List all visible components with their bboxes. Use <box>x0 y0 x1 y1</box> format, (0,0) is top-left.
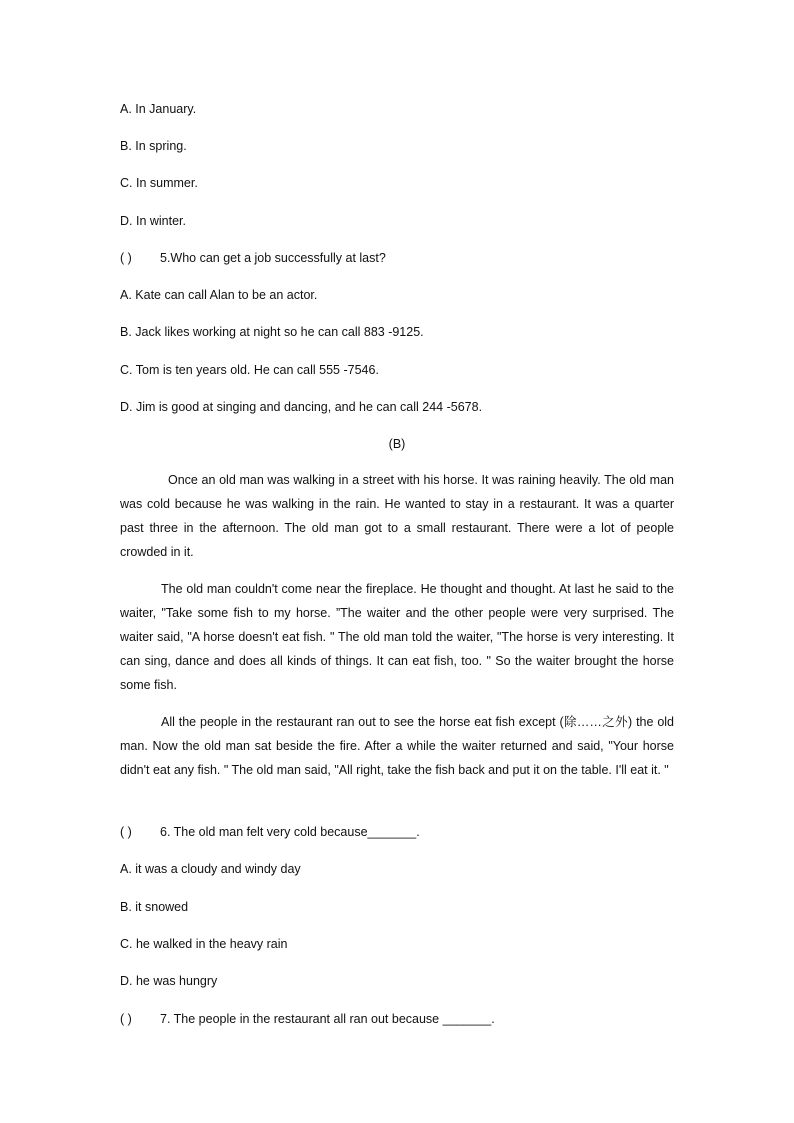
q5-answer-blank: ( ) <box>120 251 132 265</box>
q6-option-c: C. he walked in the heavy rain <box>120 937 288 951</box>
passage-paragraph-2: The old man couldn't come near the fireplace. He thought and thought. At last he said to the waiter, "Take some fish to my horse. ”The waiter and the other people were very surprised. The waiter said, "A horse doesn't eat fish. " The old man told the waiter, "The horse is very interesting. It can sing, dance and does all kinds of things. It can eat fish, too. " So the waiter brought the horse some fish. <box>120 582 674 692</box>
passage-paragraph-3: All the people in the restaurant ran out to see the horse eat fish except (除……之外) the old man. Now the old man sat beside the fire. After a while the waiter returned and said, "Your horse didn't eat any fish. " The old man said, "All right, take the fish back and put it on the table. I'll eat it. " <box>120 715 674 777</box>
q4-option-c: C. In summer. <box>120 176 198 190</box>
q4-option-a: A. In January. <box>120 102 197 116</box>
q4-option-b: B. In spring. <box>120 139 187 153</box>
q5-option-d: D. Jim is good at singing and dancing, and he can call 244 -5678. <box>120 400 483 414</box>
q5-stem: 5.Who can get a job successfully at last? <box>160 251 386 265</box>
q5-option-c: C. Tom is ten years old. He can call 555 -7546. <box>120 363 379 377</box>
q6-stem: 6. The old man felt very cold because_______. <box>160 825 420 839</box>
passage-paragraph-1: Once an old man was walking in a street with his horse. It was raining heavily. The old man was cold because he was walking in the rain. He wanted to stay in a restaurant. It was a quarter past three in the afternoon. The old man got to a small restaurant. There were a lot of people crowded in it. <box>120 473 674 559</box>
q7-stem: 7. The people in the restaurant all ran out because _______. <box>160 1012 495 1026</box>
q4-option-d: D. In winter. <box>120 214 186 228</box>
q7-stem-line <box>120 1011 495 1027</box>
q5-option-b: B. Jack likes working at night so he can call 883 -9125. <box>120 325 424 339</box>
q6-option-a: A. it was a cloudy and windy day <box>120 862 301 876</box>
q6-answer-blank: ( ) <box>120 825 132 839</box>
q6-option-b: B. it snowed <box>120 900 189 914</box>
q5-stem-line <box>120 250 386 266</box>
section-b-title: (B) <box>388 437 406 451</box>
q5-option-a: A. Kate can call Alan to be an actor. <box>120 288 318 302</box>
q7-answer-blank: ( ) <box>120 1012 132 1026</box>
q6-option-d: D. he was hungry <box>120 974 218 988</box>
q6-stem-line <box>120 824 420 840</box>
